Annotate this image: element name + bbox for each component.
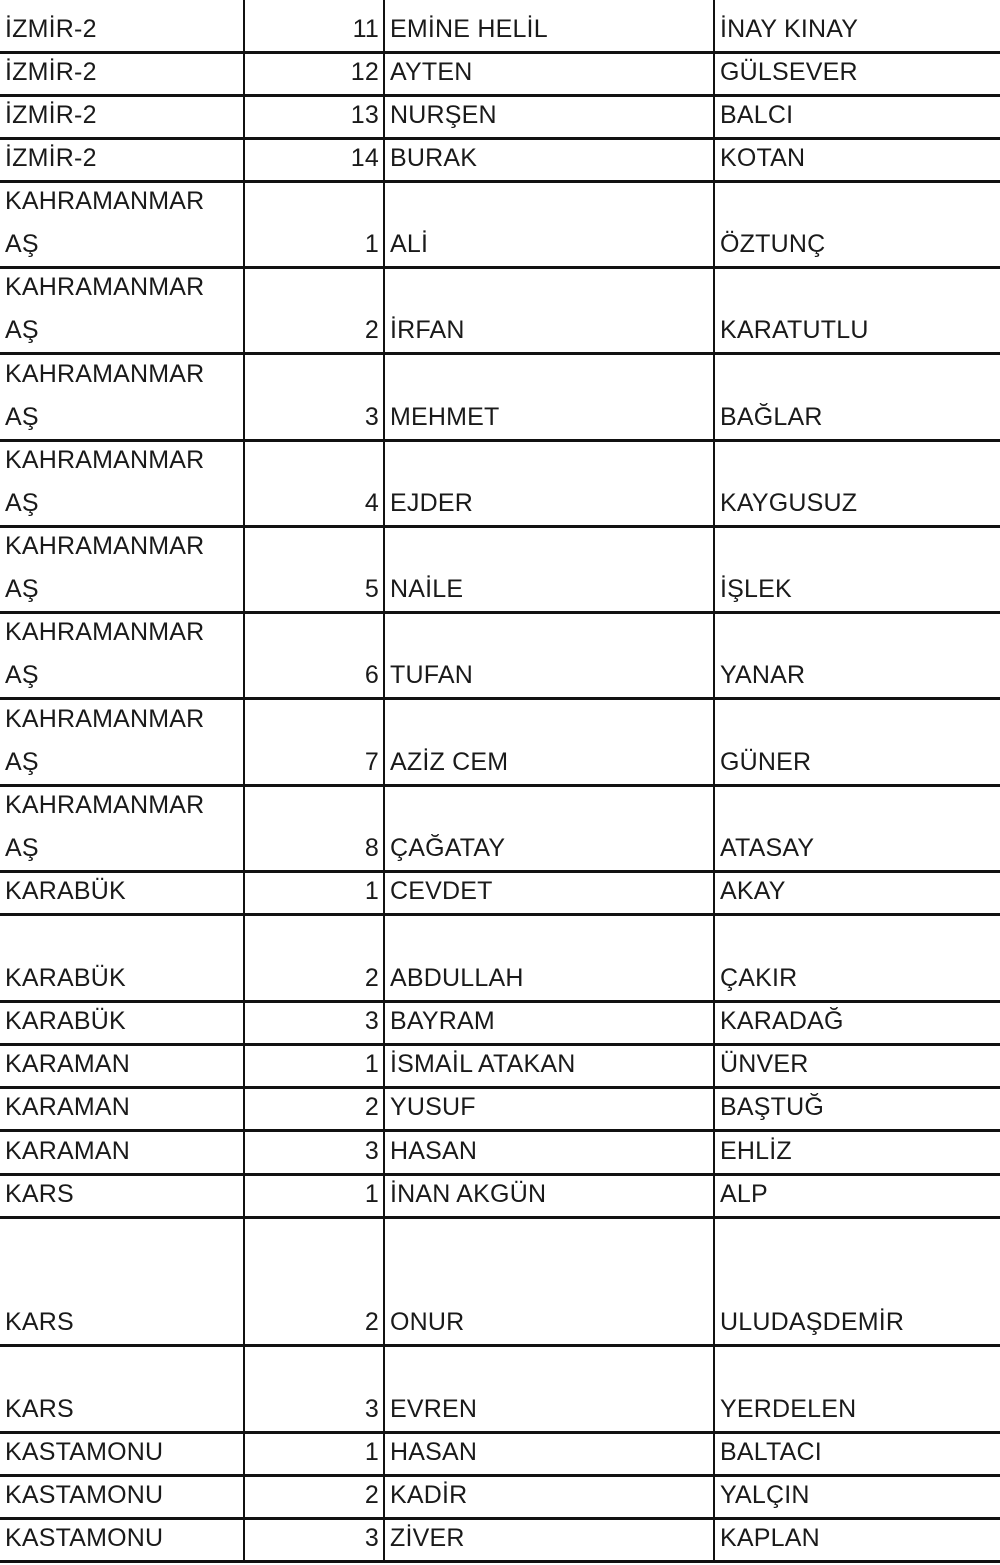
province-cell: İZMİR-2 [0,97,245,137]
province-text-line: KAHRAMANMAR [5,532,205,560]
province-text-line: AŞ [5,316,39,344]
first-name-cell: EMİNE HELİL [385,0,715,51]
table-row [0,916,1000,1003]
rank-number-cell: 1 [245,873,385,913]
province-cell: KARABÜK [0,916,245,1000]
last-name-cell: YERDELEN [720,1395,857,1423]
table-row [0,1176,1000,1219]
first-name-cell: ÇAĞATAY [385,787,715,870]
first-name-cell: İSMAİL ATAKAN [385,1046,715,1086]
province-text-line: KAHRAMANMAR [5,791,205,819]
last-name-cell: BALCI [720,101,794,129]
table-row [0,1003,1000,1046]
rank-number-cell: 8 [245,787,385,870]
province-cell: KARS [0,1176,245,1216]
first-name-cell: BURAK [385,140,715,180]
first-name-cell: CEVDET [385,873,715,913]
rank-number-cell: 7 [245,700,385,784]
rank-number-cell: 1 [245,1176,385,1216]
first-name-cell: ABDULLAH [385,916,715,1000]
province-cell [0,269,245,352]
last-name-cell: İNAY KINAY [720,15,859,43]
province-cell: KARAMAN [0,1046,245,1086]
province-cell: KARS [0,1347,245,1431]
table-row [0,269,1000,355]
rank-number-cell: 4 [245,442,385,525]
last-name-cell: YALÇIN [720,1481,810,1509]
last-name-cell: YANAR [720,661,806,689]
province-cell [0,528,245,611]
rank-number-cell: 6 [245,614,385,697]
first-name-cell: ZİVER [385,1520,715,1560]
province-text-line: KAHRAMANMAR [5,360,205,388]
province-cell: KARS [0,1219,245,1344]
last-name-cell: KAPLAN [720,1524,820,1552]
first-name-cell: AZİZ CEM [385,700,715,784]
table-row [0,355,1000,442]
first-name-cell: ALİ [385,183,715,266]
table-row [0,1046,1000,1089]
province-text-line: AŞ [5,834,39,862]
last-name-cell: GÜNER [720,748,812,776]
table-row [0,787,1000,873]
province-text-line: KAHRAMANMAR [5,187,205,215]
table-row [0,97,1000,140]
rank-number-cell: 3 [245,1132,385,1173]
table-row [0,183,1000,269]
first-name-cell: YUSUF [385,1089,715,1129]
last-name-cell: KARATUTLU [720,316,869,344]
province-text-line: KAHRAMANMAR [5,705,205,733]
province-text-line: KAHRAMANMAR [5,446,205,474]
table-row [0,1132,1000,1176]
province-cell [0,355,245,439]
table-row [0,1477,1000,1520]
table-row [0,614,1000,700]
province-cell [0,700,245,784]
province-cell: KARAMAN [0,1089,245,1129]
table-row [0,54,1000,97]
last-name-cell: GÜLSEVER [720,58,858,86]
first-name-cell: AYTEN [385,54,715,94]
rank-number-cell: 2 [245,1219,385,1344]
table-row [0,0,1000,54]
table-row [0,1219,1000,1347]
table-row [0,873,1000,916]
first-name-cell: BAYRAM [385,1003,715,1043]
rank-number-cell: 2 [245,269,385,352]
table-row [0,140,1000,183]
first-name-cell: KADİR [385,1477,715,1517]
first-name-cell: TUFAN [385,614,715,697]
province-text-line: AŞ [5,575,39,603]
first-name-cell: NURŞEN [385,97,715,137]
table-row [0,1520,1000,1563]
first-name-cell: EJDER [385,442,715,525]
province-cell: İZMİR-2 [0,140,245,180]
last-name-cell: KOTAN [720,144,806,172]
first-name-cell: EVREN [385,1347,715,1431]
province-cell [0,614,245,697]
table-row [0,1347,1000,1434]
last-name-cell: KAYGUSUZ [720,489,858,517]
province-text-line: AŞ [5,748,39,776]
province-text-line: AŞ [5,403,39,431]
first-name-cell: HASAN [385,1434,715,1474]
first-name-cell: İRFAN [385,269,715,352]
last-name-cell: ULUDAŞDEMİR [720,1308,905,1336]
last-name-cell: KARADAĞ [720,1007,844,1035]
rank-number-cell: 12 [245,54,385,94]
province-text-line: AŞ [5,661,39,689]
province-cell: İZMİR-2 [0,54,245,94]
first-name-cell: İNAN AKGÜN [385,1176,715,1216]
table-row [0,1434,1000,1477]
first-name-cell: HASAN [385,1132,715,1173]
province-text-line: KAHRAMANMAR [5,618,205,646]
table-row [0,442,1000,528]
rank-number-cell: 1 [245,1434,385,1474]
province-cell: KASTAMONU [0,1434,245,1474]
rank-number-cell: 3 [245,355,385,439]
province-cell: KARABÜK [0,873,245,913]
province-cell [0,442,245,525]
rank-number-cell: 2 [245,916,385,1000]
rank-number-cell: 3 [245,1520,385,1560]
province-text-line: KAHRAMANMAR [5,273,205,301]
table-row [0,528,1000,614]
rank-number-cell: 1 [245,1046,385,1086]
rank-number-cell: 2 [245,1089,385,1129]
rank-number-cell: 13 [245,97,385,137]
last-name-cell: EHLİZ [720,1137,792,1165]
last-name-cell: ÇAKIR [720,964,798,992]
last-name-cell: BAĞLAR [720,403,823,431]
province-text-line: AŞ [5,230,39,258]
province-cell: KARAMAN [0,1132,245,1173]
province-text-line: AŞ [5,489,39,517]
province-cell: KASTAMONU [0,1520,245,1560]
rank-number-cell: 2 [245,1477,385,1517]
first-name-cell: ONUR [385,1219,715,1344]
last-name-cell: AKAY [720,877,786,905]
last-name-cell: ÖZTUNÇ [720,230,826,258]
table-row [0,1089,1000,1132]
last-name-cell: ALP [720,1180,768,1208]
last-name-cell: ÜNVER [720,1050,809,1078]
rank-number-cell: 5 [245,528,385,611]
rank-number-cell: 11 [245,0,385,51]
rank-number-cell: 3 [245,1003,385,1043]
first-name-cell: MEHMET [385,355,715,439]
last-name-cell: BALTACI [720,1438,822,1466]
last-name-cell: ATASAY [720,834,815,862]
rank-number-cell: 14 [245,140,385,180]
province-cell: İZMİR-2 [0,0,245,51]
province-cell [0,787,245,870]
province-cell: KARABÜK [0,1003,245,1043]
rank-number-cell: 1 [245,183,385,266]
last-name-cell: BAŞTUĞ [720,1093,824,1121]
table-row [0,700,1000,787]
last-name-cell: İŞLEK [720,575,792,603]
province-cell: KASTAMONU [0,1477,245,1517]
first-name-cell: NAİLE [385,528,715,611]
province-cell [0,183,245,266]
rank-number-cell: 3 [245,1347,385,1431]
